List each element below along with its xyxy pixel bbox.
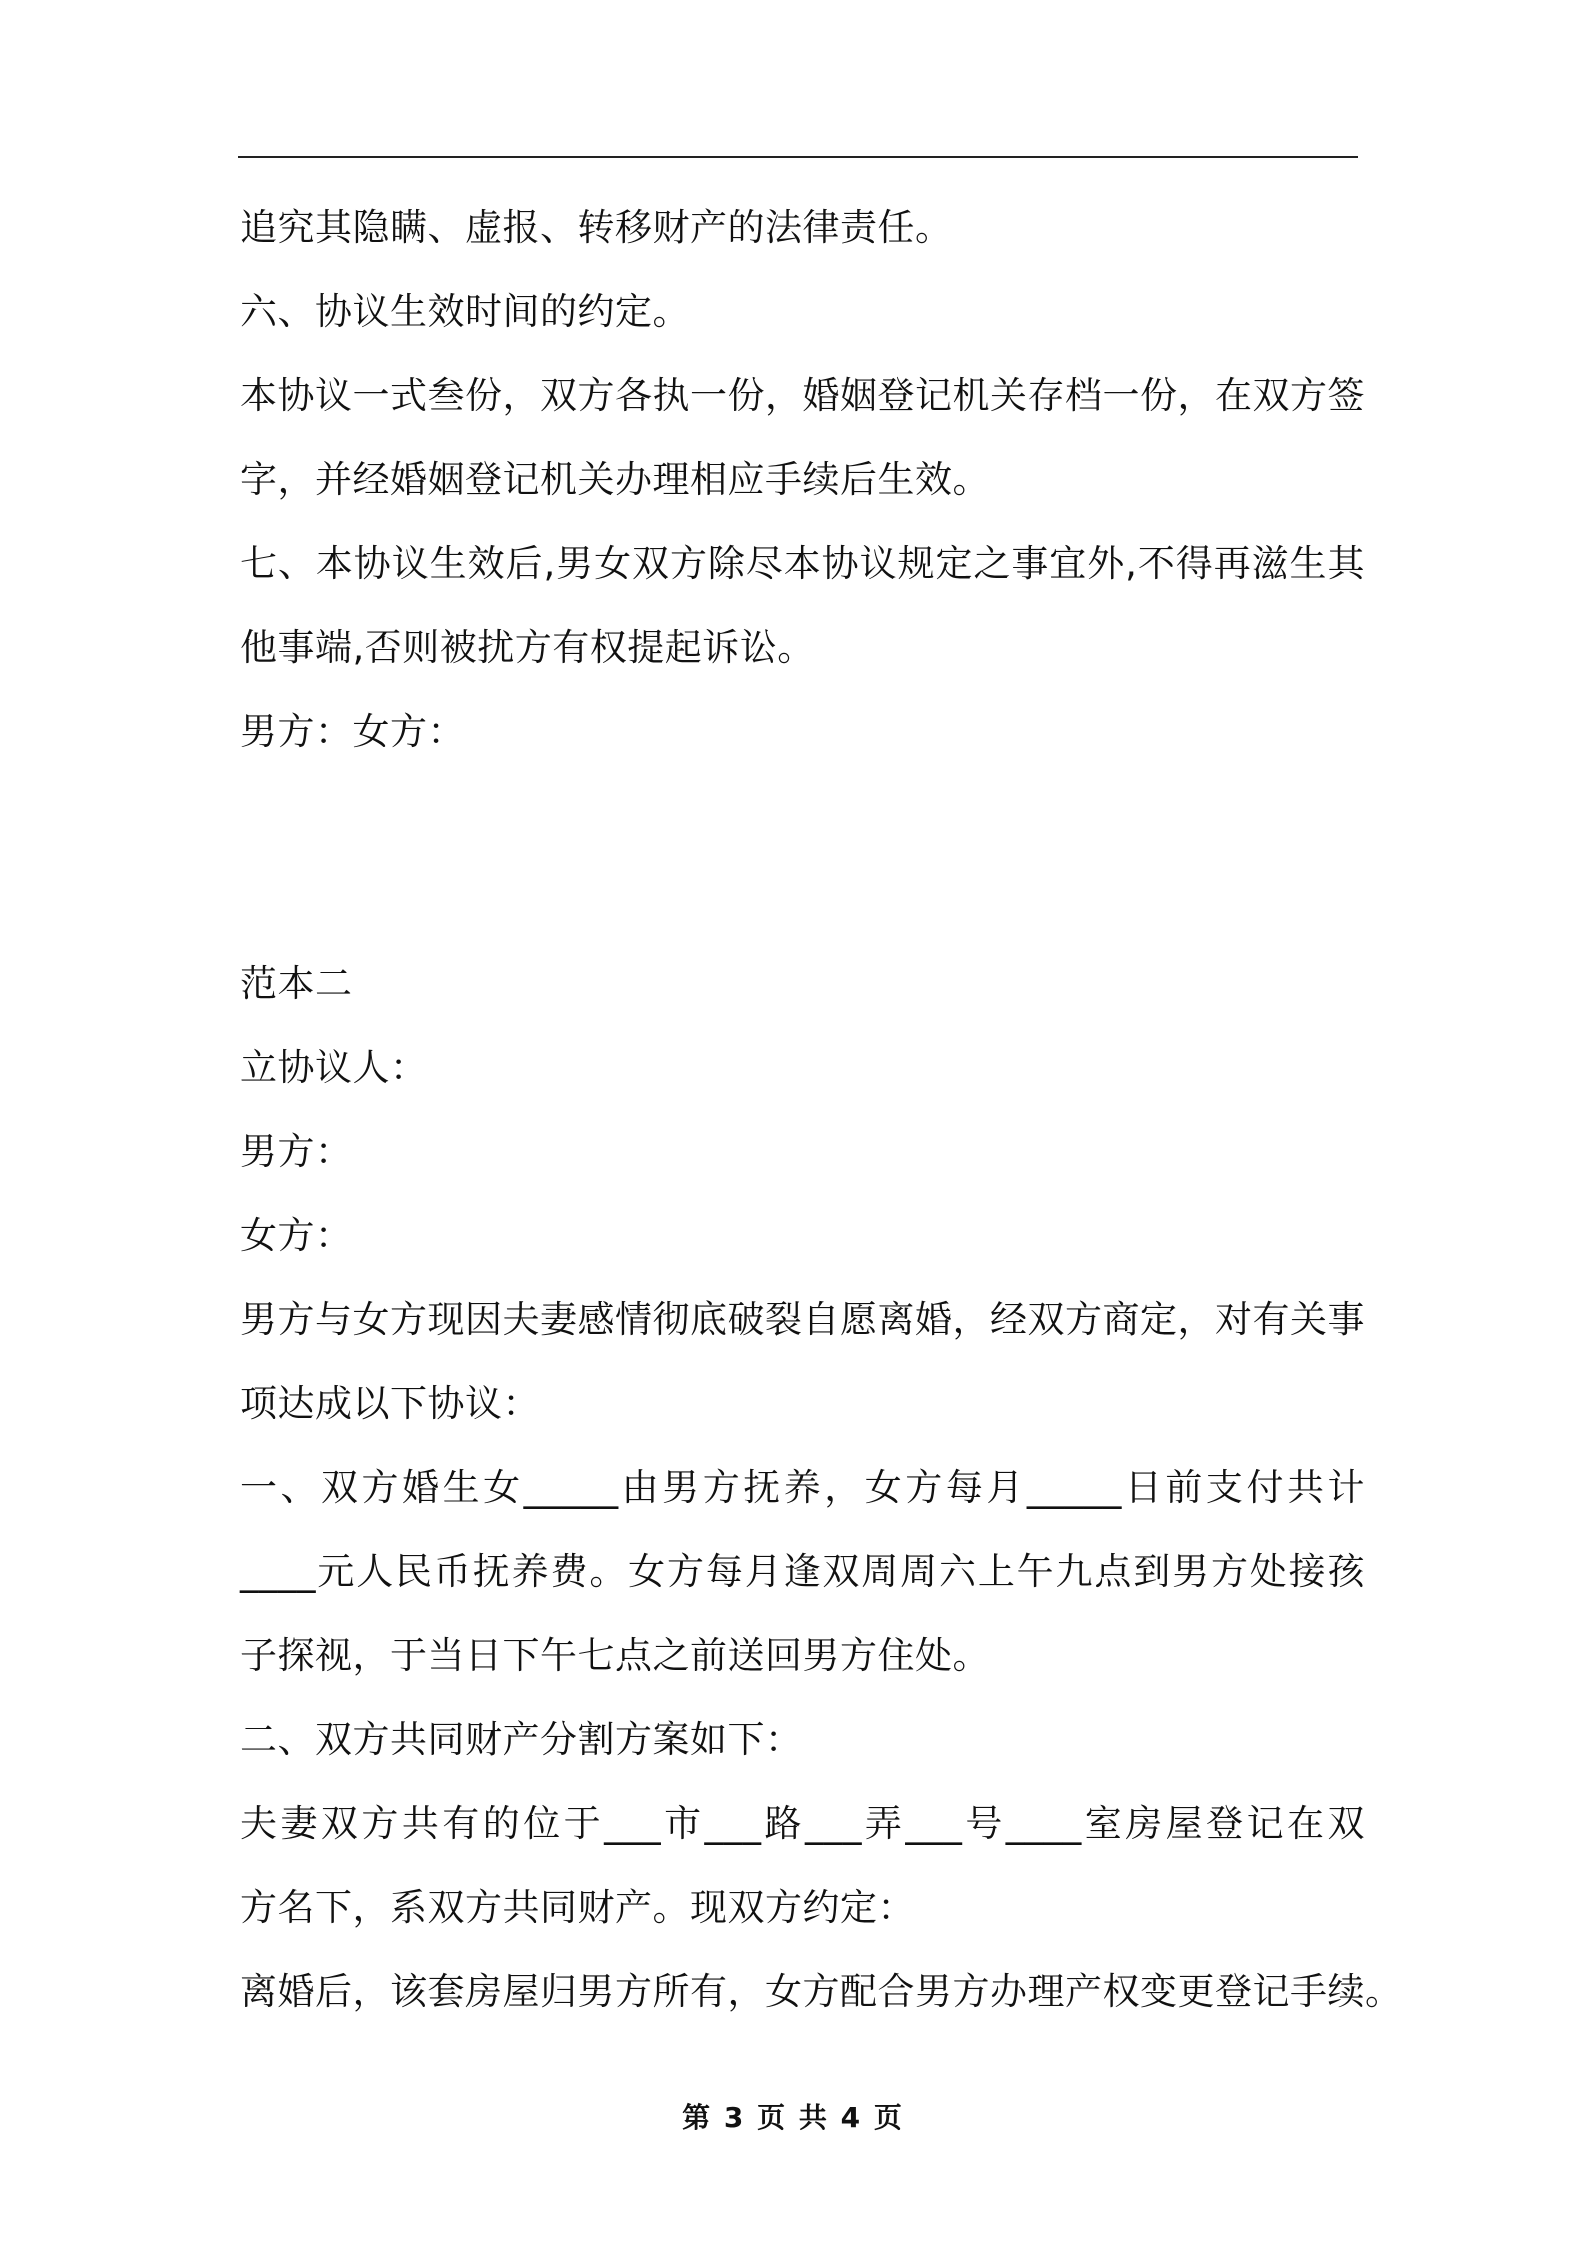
page-number: 第 3 页 共 4 页: [682, 2101, 904, 2134]
paragraph-line: 追究其隐瞒、虚报、转移财产的法律责任。: [240, 206, 953, 249]
paragraph-line: 男方与女方现因夫妻感情彻底破裂自愿离婚，经双方商定，对有关事: [240, 1298, 1365, 1341]
paragraph-line: 夫妻双方共有的位于___市___路___弄___号____室房屋登记在双: [240, 1802, 1365, 1845]
party-label: 女方：: [240, 1214, 353, 1257]
template-title: 范本二: [240, 962, 353, 1005]
paragraph-line: 项达成以下协议：: [240, 1382, 540, 1425]
paragraph-line: 子探视，于当日下午七点之前送回男方住处。: [240, 1634, 990, 1677]
paragraph-line: 离婚后，该套房屋归男方所有，女方配合男方办理产权变更登记手续。: [240, 1970, 1403, 2013]
paragraph-line: 本协议一式叁份，双方各执一份，婚姻登记机关存档一份，在双方签: [240, 374, 1365, 417]
signature-line: 男方：女方：: [240, 710, 465, 753]
section-heading: 六、协议生效时间的约定。: [240, 290, 690, 333]
party-label: 立协议人：: [240, 1046, 428, 1089]
paragraph-line: ____元人民币抚养费。女方每月逢双周周六上午九点到男方处接孩: [240, 1550, 1365, 1593]
section-heading: 二、双方共同财产分割方案如下：: [240, 1718, 803, 1761]
header-rule: [238, 156, 1358, 158]
paragraph-line: 他事端,否则被扰方有权提起诉讼。: [240, 626, 815, 669]
paragraph-line: 一、双方婚生女_____由男方抚养，女方每月_____日前支付共计: [240, 1466, 1365, 1509]
paragraph-line: 方名下，系双方共同财产。现双方约定：: [240, 1886, 915, 1929]
paragraph-line: 字，并经婚姻登记机关办理相应手续后生效。: [240, 458, 990, 501]
paragraph-line: 七、本协议生效后,男女双方除尽本协议规定之事宜外,不得再滋生其: [240, 542, 1365, 585]
party-label: 男方：: [240, 1130, 353, 1173]
